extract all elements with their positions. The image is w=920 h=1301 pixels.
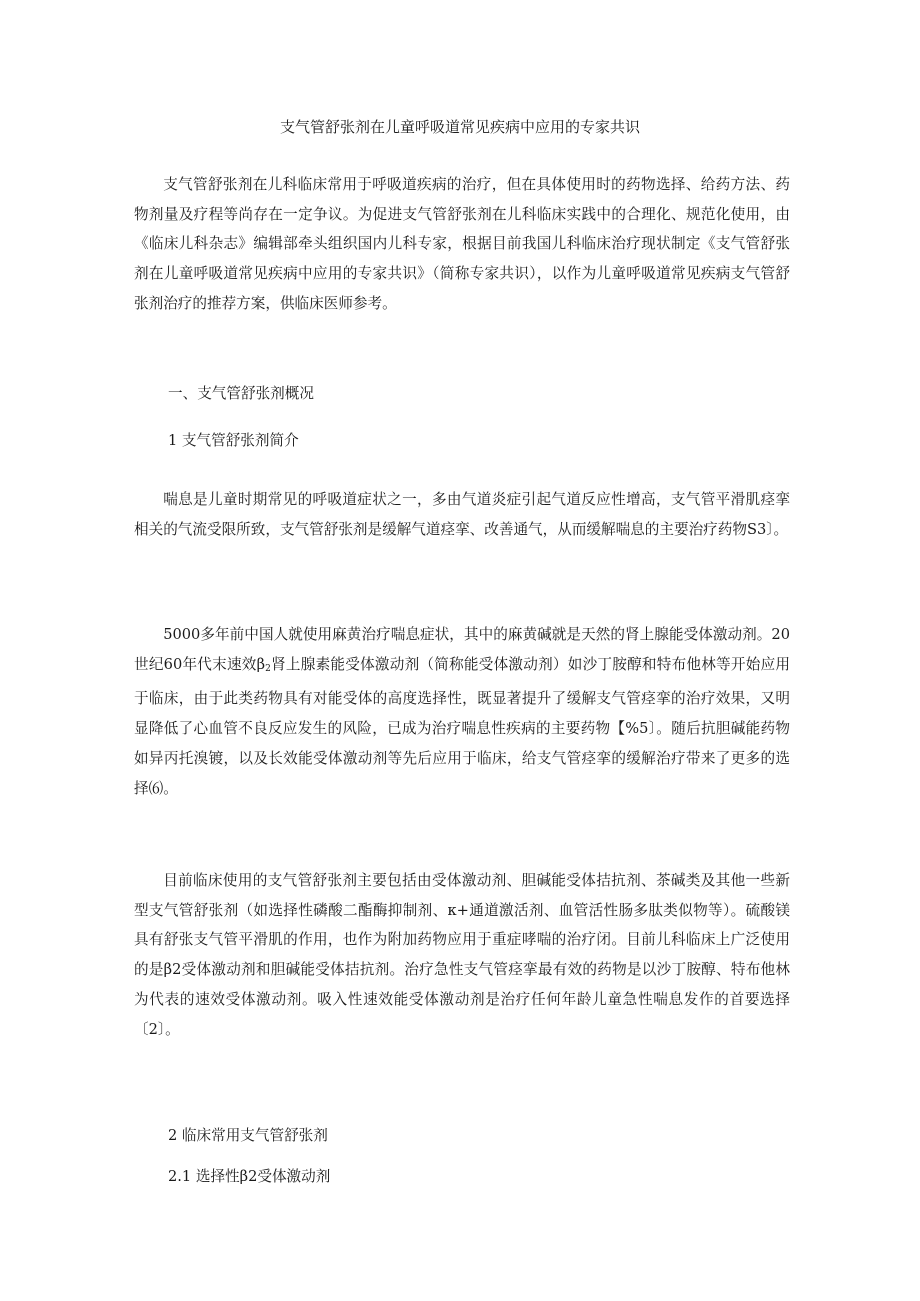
- history-text-part2: 肾上腺素能受体激动剂（简称能受体激动剂）如沙丁胺醇和特布他林等开始应用于临床，由于此类药物具有对能受体的高度选择性，既显著提升了缓解支气管痉挛的治疗效果，又明显降低了心血管不良反应发生的风险，已成为治疗喘息性疾病的主要药物【%5〕。随后抗胆碱能药物如异丙托溴镀，以及长效能受体激动剂等先后应用于临床，给支气管痉挛的缓解治疗带来了更多的选择⑹。: [134, 655, 790, 797]
- subsection-heading-selective: 2.1 选择性β2受体激动剂: [168, 1168, 331, 1185]
- section-heading-overview: 一、支气管舒张剂概况: [168, 385, 314, 402]
- wheeze-paragraph: 喘息是儿童时期常见的呼吸道症状之一，多由气道炎症引起气道反应性增高，支气管平滑肌痉挛相关的气流受限所致，支气管舒张剂是缓解气道痉挛、改善通气，从而缓解喘息的主要治疗药物S3〕。: [134, 491, 790, 538]
- intro-paragraph: 支气管舒张剂在儿科临床常用于呼吸道疾病的治疗，但在具体使用时的药物选择、给药方法、药物剂量及疗程等尚存在一定争议。为促进支气管舒张剂在儿科临床实践中的合理化、规范化使用，由《临床儿科杂志》编辑部牵头组织国内儿科专家，根据目前我国儿科临床治疗现状制定《支气管舒张剂在儿童呼吸道常见疾病中应用的专家共识》（简称专家共识），以作为儿童呼吸道常见疾病支气管舒张剂治疗的推荐方案，供临床医师参考。: [134, 176, 790, 312]
- history-paragraph: [134, 620, 790, 803]
- subsection-heading-intro: 1 支气管舒张剂简介: [168, 432, 299, 449]
- document-title: 支气管舒张剂在儿童呼吸道常见疾病中应用的专家共识: [279, 118, 640, 136]
- history-text-part1: 5000多年前中国人就使用麻黄治疗喘息症状，其中的麻黄碱就是天然的肾上腺能受体激动剂。20世纪60年代末速效β: [134, 626, 790, 673]
- current-use-paragraph: 目前临床使用的支气管舒张剂主要包括由受体激动剂、胆碱能受体拮抗剂、茶碱类及其他一些新型支气管舒张剂（如选择性磷酸二酯酶抑制剂、κ+通道激活剂、血管活性肠多肽类似物等）。硫酸镁具有舒张支气管平滑肌的作用，也作为附加药物应用于重症哮喘的治疗闭。目前儿科临床上广泛使用的是β2受体激动剂和胆碱能受体拮抗剂。治疗急性支气管痉挛最有效的药物是以沙丁胺醇、特布他林为代表的速效受体激动剂。吸入性速效能受体激动剂是治疗任何年龄儿童急性喘息发作的首要选择〔2〕。: [134, 872, 790, 1038]
- subsection-heading-common: 2 临床常用支气管舒张剂: [168, 1127, 328, 1144]
- beta-subscript: 2: [265, 663, 271, 674]
